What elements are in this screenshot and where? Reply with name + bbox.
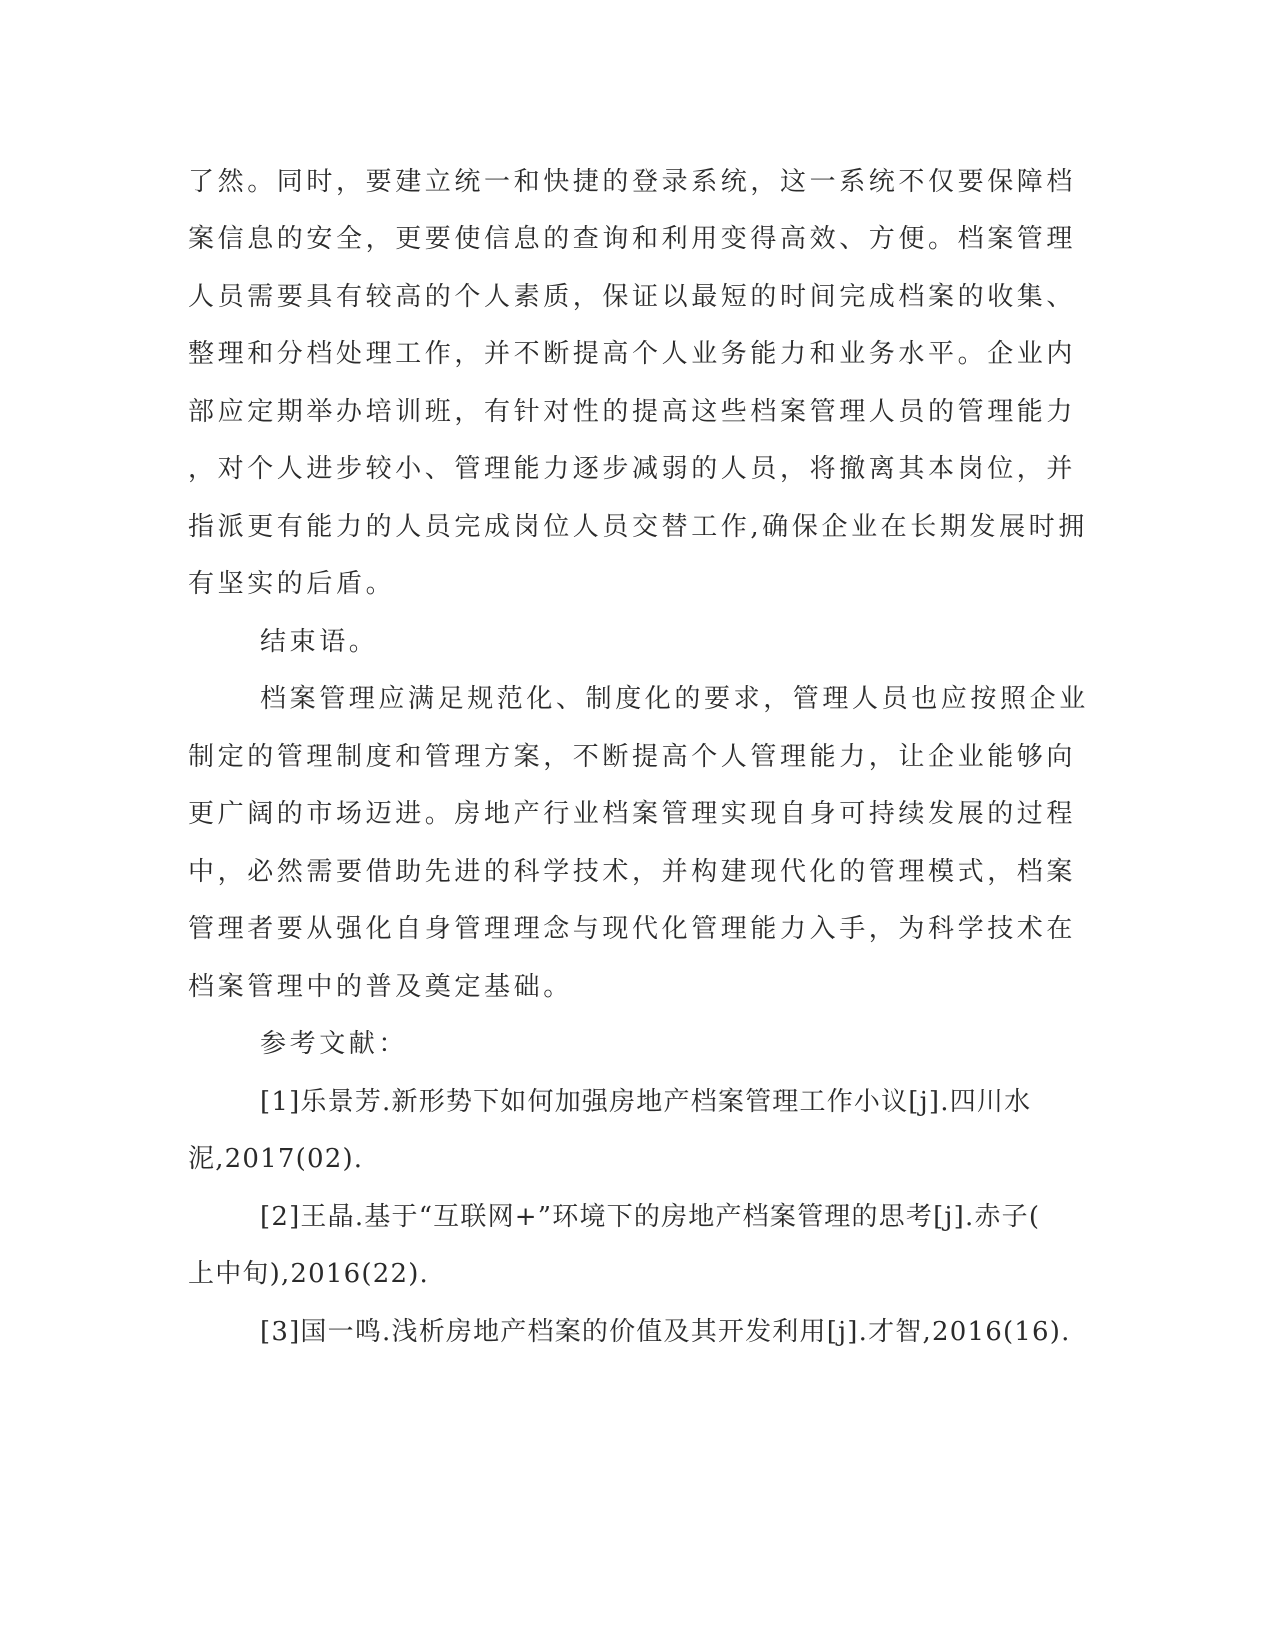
reference-item: [1]乐景芳.新形势下如何加强房地产档案管理工作小议[j].四川水: [260, 1087, 1032, 1117]
body-line: 指派更有能力的人员完成岗位人员交替工作,确保企业在长期发展时拥: [188, 512, 1088, 542]
body-line: ，对个人进步较小、管理能力逐步减弱的人员，将撤离其本岗位，并: [188, 454, 1077, 484]
body-line: 人员需要具有较高的个人素质，保证以最短的时间完成档案的收集、: [188, 282, 1077, 312]
body-line: 有坚实的后盾。: [188, 569, 396, 599]
conclusion-heading: 结束语。: [260, 627, 379, 657]
body-line: 了然。同时，要建立统一和快捷的登录系统，这一系统不仅要保障档: [188, 167, 1077, 197]
body-line: 整理和分档处理工作，并不断提高个人业务能力和业务水平。企业内: [188, 339, 1077, 369]
reference-item-continuation: 上中旬),2016(22).: [188, 1259, 430, 1289]
conclusion-line: 档案管理中的普及奠定基础。: [188, 972, 573, 1002]
reference-item: [2]王晶.基于“互联网+”环境下的房地产档案管理的思考[j].赤子(: [260, 1202, 1041, 1232]
reference-item: [3]国一鸣.浅析房地产档案的价值及其开发利用[j].才智,2016(16).: [260, 1317, 1071, 1347]
body-line: 部应定期举办培训班，有针对性的提高这些档案管理人员的管理能力: [188, 397, 1077, 427]
conclusion-line: 管理者要从强化自身管理理念与现代化管理能力入手，为科学技术在: [188, 914, 1077, 944]
references-heading: 参考文献：: [260, 1029, 409, 1059]
conclusion-line: 更广阔的市场迈进。房地产行业档案管理实现自身可持续发展的过程: [188, 799, 1077, 829]
conclusion-line: 中，必然需要借助先进的科学技术，并构建现代化的管理模式，档案: [188, 857, 1077, 887]
conclusion-line: 档案管理应满足规范化、制度化的要求，管理人员也应按照企业: [260, 684, 1089, 714]
body-line: 案信息的安全，更要使信息的查询和利用变得高效、方便。档案管理: [188, 224, 1077, 254]
reference-item-continuation: 泥,2017(02).: [188, 1144, 364, 1174]
conclusion-line: 制定的管理制度和管理方案，不断提高个人管理能力，让企业能够向: [188, 742, 1077, 772]
